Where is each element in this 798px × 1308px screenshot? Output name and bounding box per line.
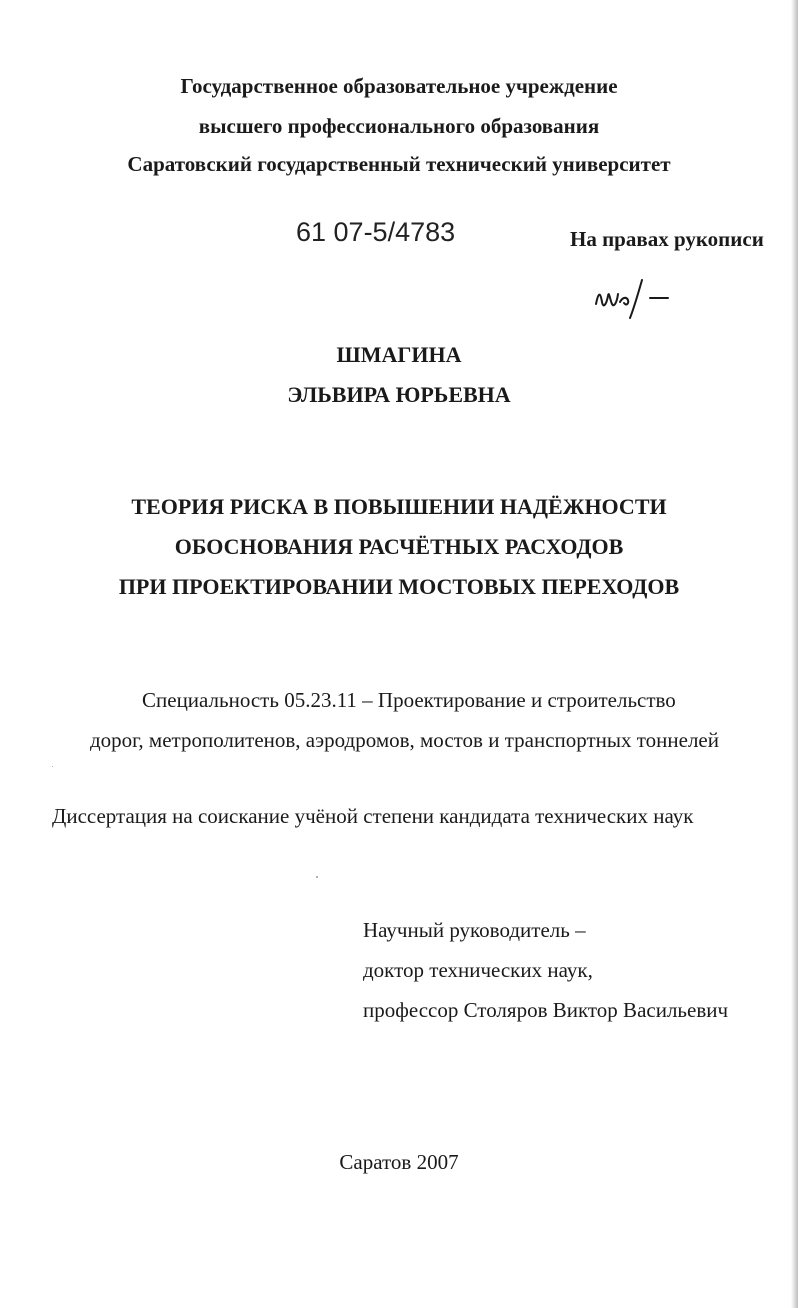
scan-speck xyxy=(316,876,318,878)
supervisor-role: Научный руководитель – xyxy=(363,918,586,942)
institution-line-2: высшего профессионального образования xyxy=(198,114,600,138)
specialty-line-2: дорог, метрополитенов, аэродромов, мостов и транспортных тоннелей xyxy=(90,728,719,752)
handwritten-signature xyxy=(590,272,680,322)
institution-line-3: Саратовский государственный технический университет xyxy=(127,152,671,176)
thesis-title-line-1: ТЕОРИЯ РИСКА В ПОВЫШЕНИИ НАДЁЖНОСТИ xyxy=(131,494,667,519)
author-given-names: ЭЛЬВИРА ЮРЬЕВНА xyxy=(287,382,511,407)
manuscript-note: На правах рукописи xyxy=(570,227,764,251)
thesis-title-line-2: ОБОСНОВАНИЯ РАСЧЁТНЫХ РАСХОДОВ xyxy=(174,534,624,559)
place-and-year: Саратов 2007 xyxy=(339,1150,459,1174)
scan-edge-shadow xyxy=(791,0,798,1308)
thesis-title-line-3: ПРИ ПРОЕКТИРОВАНИИ МОСТОВЫХ ПЕРЕХОДОВ xyxy=(118,574,680,599)
dissertation-statement: Диссертация на соискание учёной степени кандидата технических наук xyxy=(52,804,694,828)
institution-line-1: Государственное образовательное учреждение xyxy=(180,74,618,98)
catalog-number-stamp: 61 07-5/4783 xyxy=(296,217,456,247)
supervisor-name: профессор Столяров Виктор Васильевич xyxy=(363,998,729,1022)
scan-speck xyxy=(52,766,53,767)
specialty-line-1: Специальность 05.23.11 – Проектирование и строительство xyxy=(142,688,676,712)
author-surname: ШМАГИНА xyxy=(336,342,462,367)
supervisor-degree: доктор технических наук, xyxy=(363,958,593,982)
